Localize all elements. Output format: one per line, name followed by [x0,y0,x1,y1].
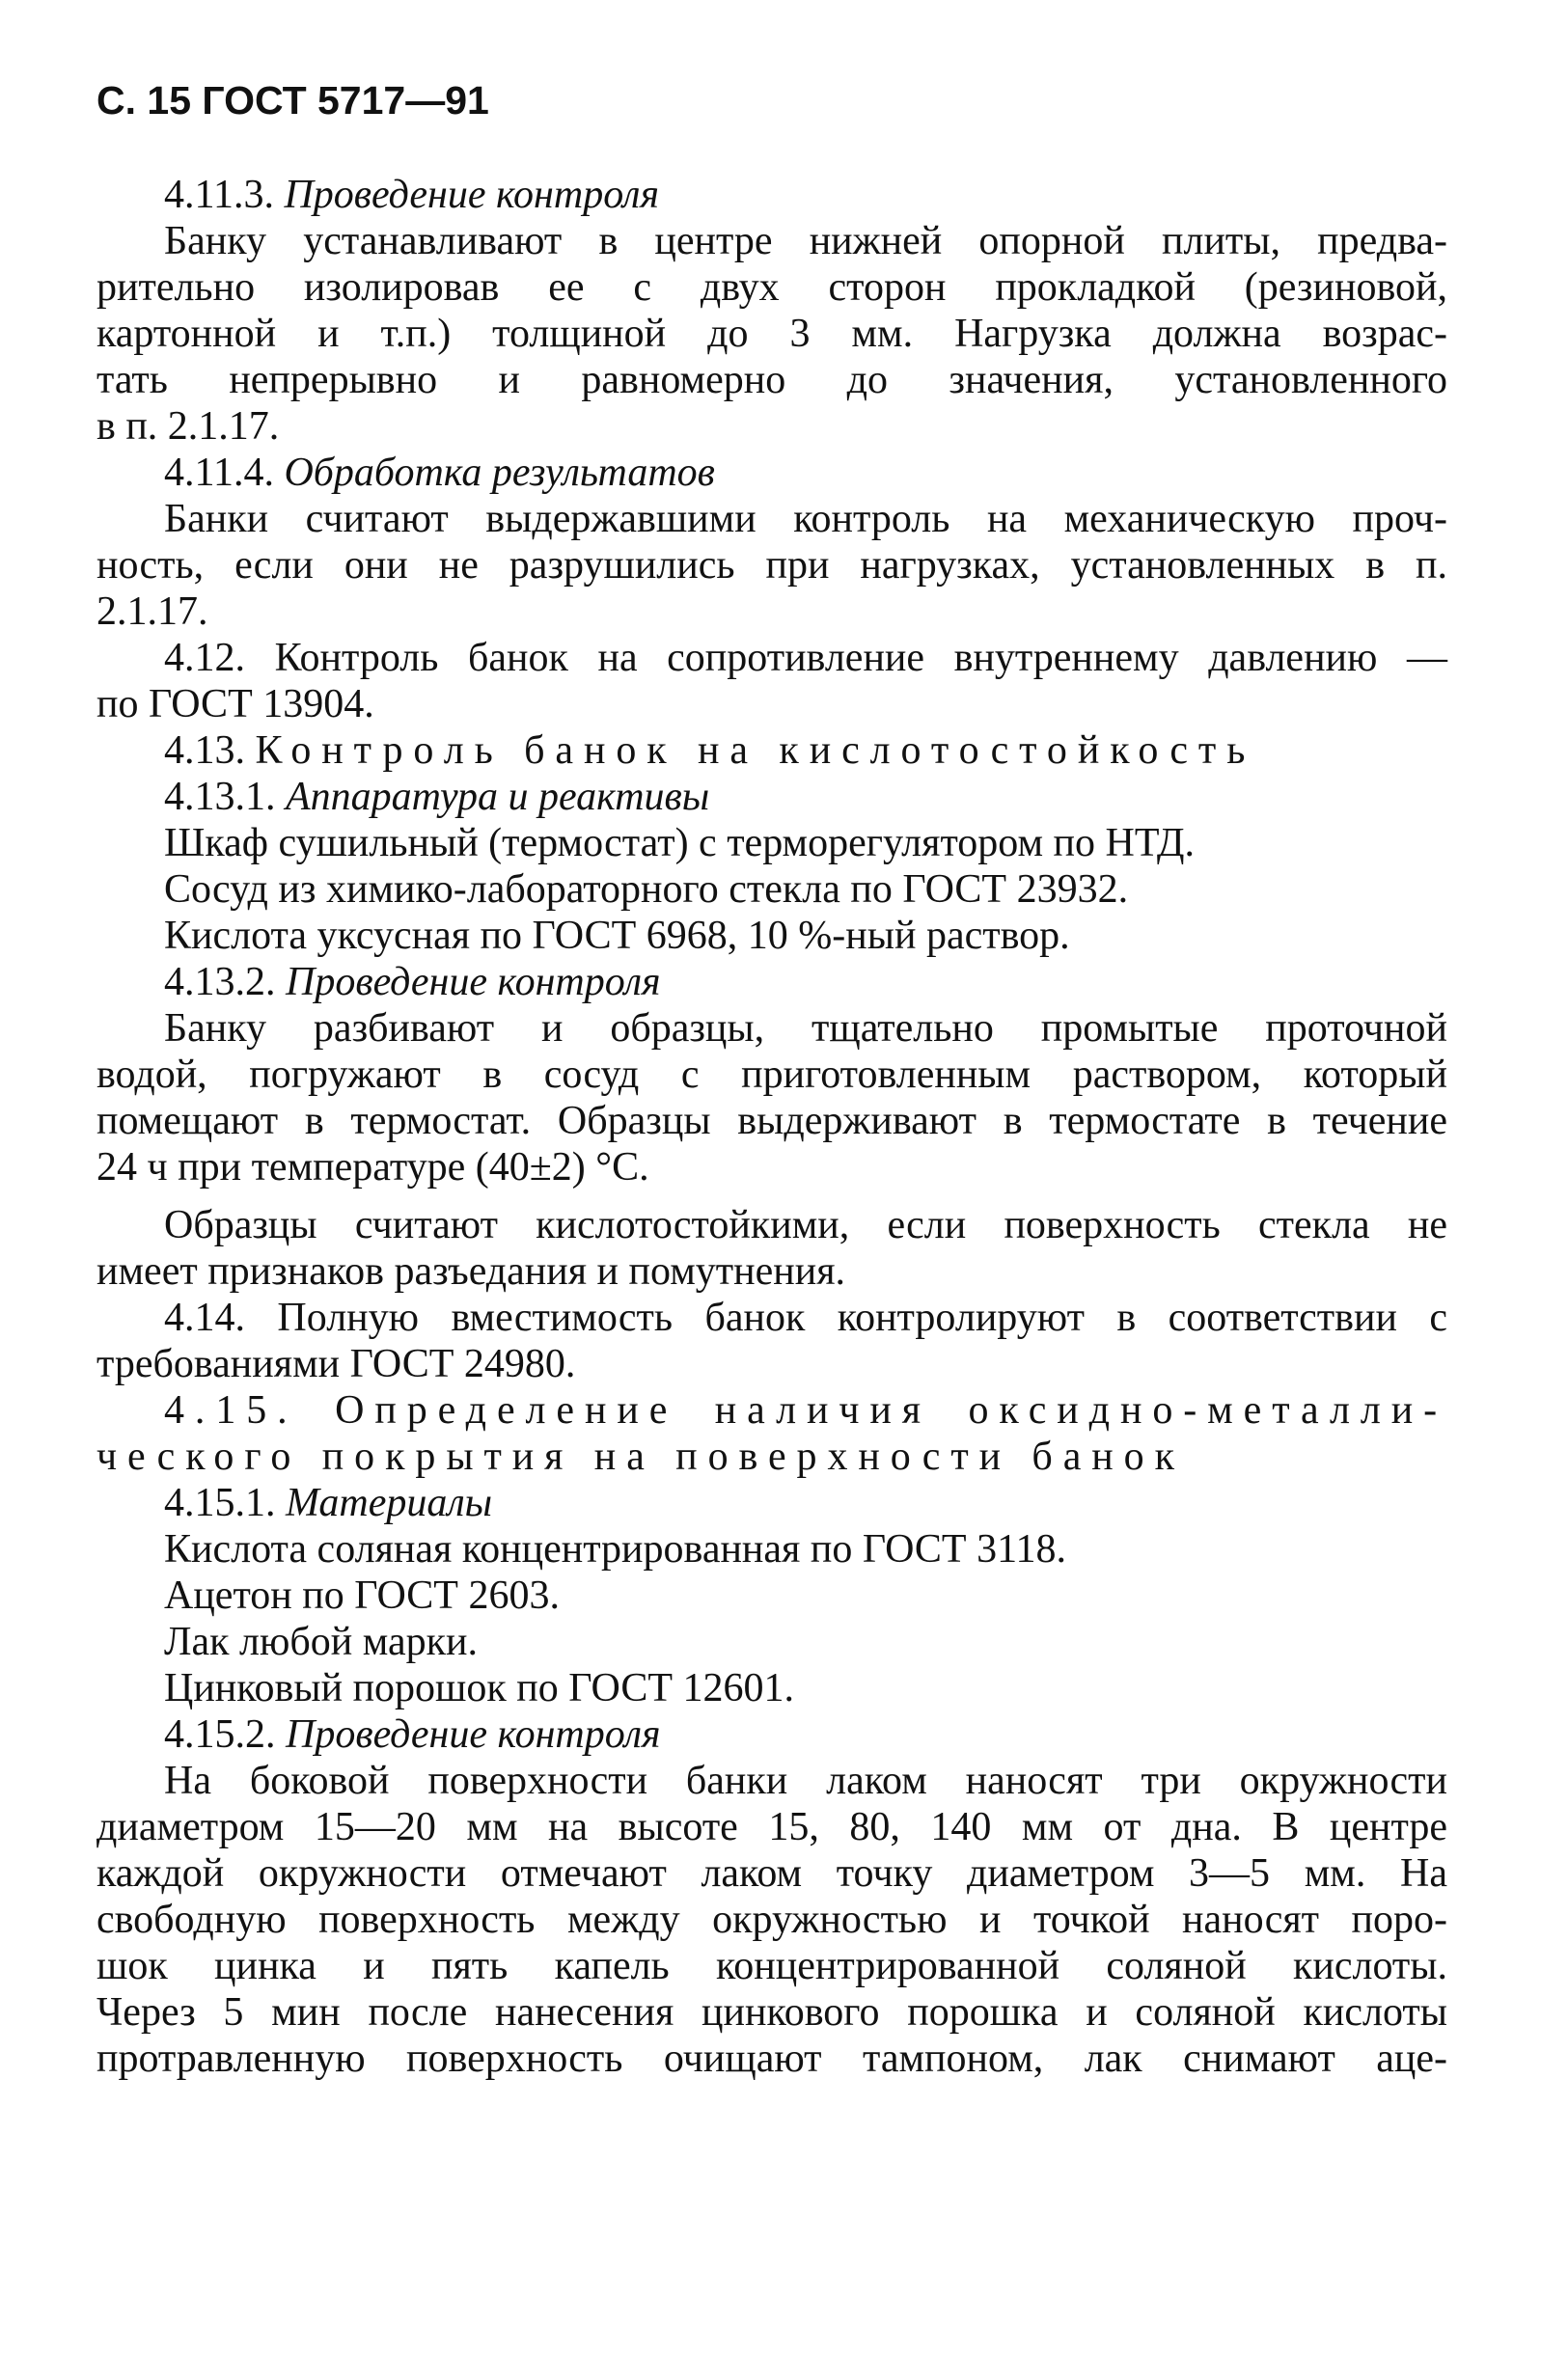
text-line: На боковой поверхности банки лаком наносят три окружности [164,1759,1447,1803]
section-title-spaced-cont: ческого покрытия на поверхности банок [96,1435,1185,1479]
text-line: имеет признаков разъедания и помутнения. [96,1249,846,1294]
text-line: ность, если они не разрушились при нагрузках, установленных в п. [96,543,1447,588]
text-line: шок цинка и пять капель концентрированной соляной кислоты. [96,1944,1447,1988]
section-4-13-heading [96,727,1447,774]
section-4-15-2-heading [96,1711,1447,1758]
text-line: водой, погружают в сосуд с приготовленным раствором, который [96,1053,1447,1097]
paragraph-gap [96,1190,1447,1202]
text-line: тать непрерывно и равномерно до значения, установленного [96,358,1447,402]
text-line: Кислота уксусная по ГОСТ 6968, 10 %-ный раствор. [164,914,1070,958]
text-line: Лак любой марки. [164,1620,479,1664]
text-line: Шкаф сушильный (термостат) с терморегулятором по НТД. [164,821,1195,865]
section-4-11-3-heading [96,172,1447,218]
text-line: протравленную поверхность очищают тампоном, лак снимают аце- [96,2037,1447,2081]
text-line: свободную поверхность между окружностью и точкой наносят поро- [96,1898,1447,1942]
section-title: Проведение контроля [284,173,659,217]
section-number: 4.15. [164,1388,298,1433]
section-title: Материалы [286,1481,493,1525]
section-4-15-heading [96,1387,1447,1434]
text-line: Кислота соляная концентрированная по ГОСТ 3118. [164,1527,1067,1572]
text-line: картонной и т.п.) толщиной до 3 мм. Нагрузка должна возрас- [96,312,1447,356]
text-line: по ГОСТ 13904. [96,682,374,726]
document-page [96,77,1447,2082]
section-number: 4.13.1. [164,775,276,819]
text-line: 24 ч при температуре (40±2) °С. [96,1145,649,1190]
section-title: Аппаратура и реактивы [286,775,710,819]
text-line: Цинковый порошок по ГОСТ 12601. [164,1666,795,1710]
text-line: Банку разбивают и образцы, тщательно промытые проточной [164,1006,1447,1051]
text-line: помещают в термостат. Образцы выдерживают в термостате в течение [96,1099,1447,1143]
text-line: в п. 2.1.17. [96,404,280,449]
text-line: Образцы считают кислотостойкими, если поверхность стекла не [164,1203,1447,1247]
text-line: Сосуд из химико-лабораторного стекла по ГОСТ 23932. [164,867,1129,912]
section-number: 4.11.4. [164,451,274,495]
section-number: 4.13.2. [164,960,276,1004]
section-title: Проведение контроля [286,1712,661,1757]
section-number: 4.11.3. [164,173,274,217]
text-line: 2.1.17. [96,589,208,634]
text-line: Через 5 мин после нанесения цинкового порошка и соляной кислоты [96,1990,1447,2035]
section-4-13-1-heading [96,774,1447,820]
text-line: требованиями ГОСТ 24980. [96,1342,576,1386]
text-line: Банку устанавливают в центре нижней опорной плиты, предва- [164,219,1447,263]
section-4-13-2-heading [96,959,1447,1005]
text-line: 4.12. Контроль банок на сопротивление внутреннему давлению — [164,636,1447,680]
text-line: диаметром 15—20 мм на высоте 15, 80, 140 мм от дна. В центре [96,1805,1447,1849]
section-title-spaced: Контроль банок на кислотостойкость [255,728,1256,773]
section-title: Обработка результатов [284,451,715,495]
text-line: 4.14. Полную вместимость банок контролируют в соответствии с [164,1296,1447,1340]
section-4-15-1-heading [96,1480,1447,1526]
text-line: каждой окружности отмечают лаком точку диаметром 3—5 мм. На [96,1851,1447,1896]
text-line: Банки считают выдержавшими контроль на механическую проч- [164,497,1447,541]
section-number: 4.15.1. [164,1481,276,1525]
text-line: Ацетон по ГОСТ 2603. [164,1573,560,1618]
section-4-11-4-heading [96,450,1447,496]
section-number: 4.13. [164,728,245,773]
text-line: рительно изолировав ее с двух сторон прокладкой (резиновой, [96,265,1447,310]
section-title-spaced: Определение наличия оксидно-металли- [335,1388,1448,1433]
page-header: С. 15 ГОСТ 5717—91 [96,78,489,123]
section-title: Проведение контроля [286,960,661,1004]
section-number: 4.15.2. [164,1712,276,1757]
